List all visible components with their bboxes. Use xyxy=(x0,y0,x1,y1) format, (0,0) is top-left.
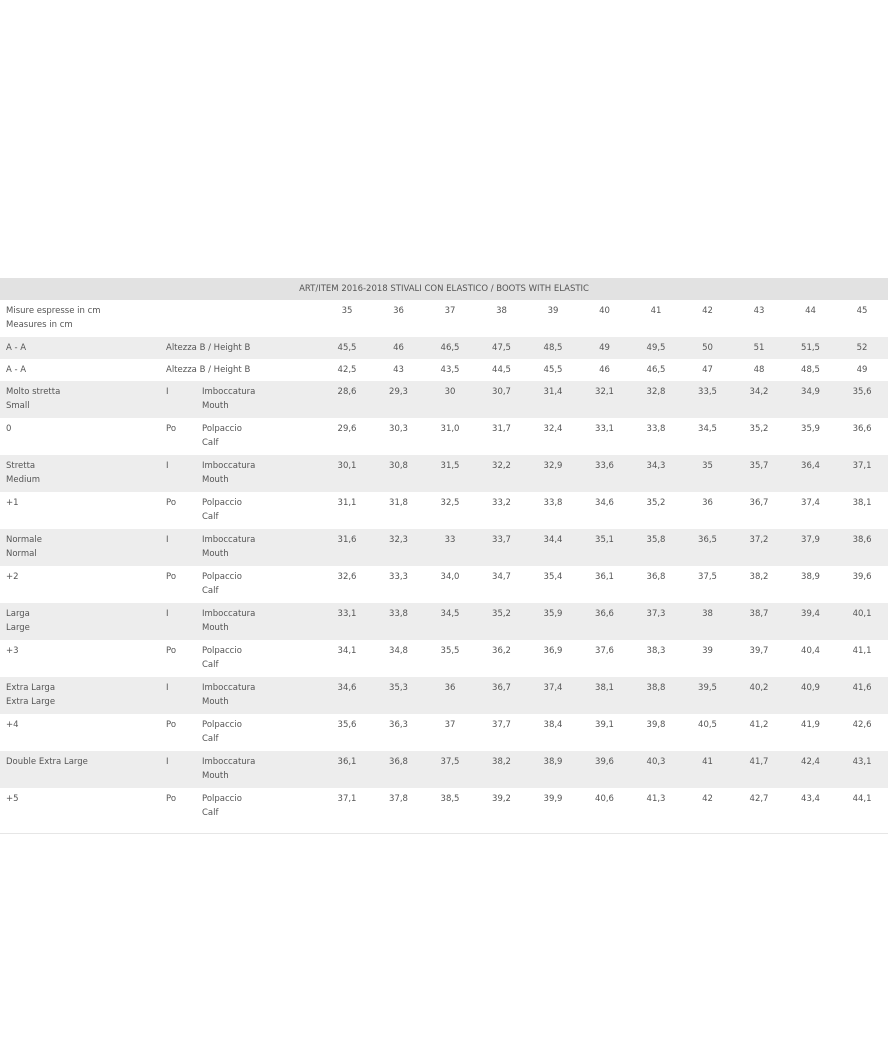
size-value: 33,8 xyxy=(527,492,579,529)
row-code: Po xyxy=(160,640,202,677)
size-value: 35,1 xyxy=(579,529,630,566)
table-bottom-border xyxy=(0,833,888,834)
size-value: 51 xyxy=(733,337,785,359)
row-measure xyxy=(202,714,321,751)
row-label xyxy=(0,359,160,381)
row-measure-it: Polpaccio xyxy=(202,794,242,804)
measures-label-en: Measures in cm xyxy=(6,320,73,330)
row-label xyxy=(0,455,160,492)
row-measure-it: Polpaccio xyxy=(202,572,242,582)
size-value: 39,4 xyxy=(785,603,836,640)
size-value: 35 xyxy=(682,455,733,492)
size-value: 41,7 xyxy=(733,751,785,788)
size-value: 33,1 xyxy=(321,603,373,640)
size-value: 42 xyxy=(682,788,733,825)
size-value: 36,6 xyxy=(836,418,888,455)
row-label xyxy=(0,751,160,788)
row-code: I xyxy=(160,381,202,418)
size-header: 38 xyxy=(476,300,527,337)
size-value: 52 xyxy=(836,337,888,359)
size-value: 39,6 xyxy=(836,566,888,603)
size-value: 33,3 xyxy=(373,566,424,603)
size-value: 34,8 xyxy=(373,640,424,677)
table-row xyxy=(0,337,888,359)
size-value: 37,9 xyxy=(785,529,836,566)
size-value: 42,4 xyxy=(785,751,836,788)
size-value: 36,7 xyxy=(733,492,785,529)
row-label xyxy=(0,603,160,640)
row-measure-it: Polpaccio xyxy=(202,498,242,508)
size-value: 38,1 xyxy=(836,492,888,529)
size-value: 35,9 xyxy=(785,418,836,455)
header-blank xyxy=(160,300,202,337)
table-header-row xyxy=(0,300,888,337)
row-measure xyxy=(202,751,321,788)
size-value: 41 xyxy=(682,751,733,788)
size-table xyxy=(0,278,888,825)
size-value: 36,6 xyxy=(579,603,630,640)
size-value: 34,5 xyxy=(424,603,476,640)
size-value: 40,1 xyxy=(836,603,888,640)
row-measure-en: Calf xyxy=(202,734,219,744)
table-row xyxy=(0,418,888,455)
row-code: I xyxy=(160,677,202,714)
size-value: 31,1 xyxy=(321,492,373,529)
row-label-it: +4 xyxy=(6,720,19,730)
row-code: Altezza B / Height B xyxy=(160,359,321,381)
row-label-it: 0 xyxy=(6,424,12,434)
row-label-it: Extra Larga xyxy=(6,683,56,693)
row-label xyxy=(0,337,160,359)
row-code: I xyxy=(160,603,202,640)
size-header: 36 xyxy=(373,300,424,337)
size-value: 36,9 xyxy=(527,640,579,677)
size-value: 37,5 xyxy=(682,566,733,603)
row-measure-it: Polpaccio xyxy=(202,720,242,730)
size-value: 33,8 xyxy=(373,603,424,640)
table-row xyxy=(0,492,888,529)
row-measure-en: Calf xyxy=(202,438,219,448)
size-value: 31,8 xyxy=(373,492,424,529)
row-label xyxy=(0,529,160,566)
size-value: 42,5 xyxy=(321,359,373,381)
size-value: 38,2 xyxy=(476,751,527,788)
row-label-it: Molto stretta xyxy=(6,387,61,397)
size-value: 36,5 xyxy=(682,529,733,566)
row-code: Po xyxy=(160,492,202,529)
row-label-it: +5 xyxy=(6,794,19,804)
size-value: 30,7 xyxy=(476,381,527,418)
row-label xyxy=(0,714,160,751)
size-value: 33,6 xyxy=(579,455,630,492)
size-value: 39,1 xyxy=(579,714,630,751)
row-label-en: Large xyxy=(6,623,30,633)
row-measure-en: Calf xyxy=(202,808,219,818)
size-value: 45,5 xyxy=(527,359,579,381)
table-row xyxy=(0,359,888,381)
size-value: 30,8 xyxy=(373,455,424,492)
size-value: 38,3 xyxy=(630,640,682,677)
measures-label-it: Misure espresse in cm xyxy=(6,306,101,316)
size-value: 46 xyxy=(579,359,630,381)
size-value: 40,9 xyxy=(785,677,836,714)
size-value: 34,9 xyxy=(785,381,836,418)
size-value: 36,8 xyxy=(630,566,682,603)
size-value: 41,3 xyxy=(630,788,682,825)
size-value: 38,2 xyxy=(733,566,785,603)
size-value: 51,5 xyxy=(785,337,836,359)
size-value: 42,7 xyxy=(733,788,785,825)
size-value: 35,2 xyxy=(733,418,785,455)
size-value: 31,5 xyxy=(424,455,476,492)
size-value: 41,9 xyxy=(785,714,836,751)
size-value: 43 xyxy=(373,359,424,381)
size-value: 32,6 xyxy=(321,566,373,603)
row-measure xyxy=(202,640,321,677)
size-value: 32,3 xyxy=(373,529,424,566)
size-value: 28,6 xyxy=(321,381,373,418)
size-value: 33 xyxy=(424,529,476,566)
size-value: 39,6 xyxy=(579,751,630,788)
row-measure xyxy=(202,603,321,640)
row-measure xyxy=(202,788,321,825)
row-label xyxy=(0,492,160,529)
measures-label xyxy=(0,300,160,337)
row-code: Po xyxy=(160,418,202,455)
row-label-it: Stretta xyxy=(6,461,36,471)
size-value: 37,1 xyxy=(321,788,373,825)
size-value: 38,1 xyxy=(579,677,630,714)
row-measure-en: Calf xyxy=(202,586,219,596)
size-value: 34,3 xyxy=(630,455,682,492)
size-value: 46,5 xyxy=(630,359,682,381)
size-value: 36 xyxy=(682,492,733,529)
size-value: 38,9 xyxy=(785,566,836,603)
size-value: 50 xyxy=(682,337,733,359)
size-header: 45 xyxy=(836,300,888,337)
size-header: 44 xyxy=(785,300,836,337)
row-measure-en: Mouth xyxy=(202,549,229,559)
size-value: 35,6 xyxy=(836,381,888,418)
size-value: 43,5 xyxy=(424,359,476,381)
row-code: Po xyxy=(160,714,202,751)
row-measure-en: Mouth xyxy=(202,623,229,633)
size-value: 41,2 xyxy=(733,714,785,751)
size-value: 37 xyxy=(424,714,476,751)
row-code: I xyxy=(160,455,202,492)
size-value: 43,4 xyxy=(785,788,836,825)
row-measure xyxy=(202,566,321,603)
size-value: 31,6 xyxy=(321,529,373,566)
size-value: 32,8 xyxy=(630,381,682,418)
size-value: 37,8 xyxy=(373,788,424,825)
size-value: 39,8 xyxy=(630,714,682,751)
row-measure-it: Polpaccio xyxy=(202,424,242,434)
row-label xyxy=(0,677,160,714)
size-value: 47,5 xyxy=(476,337,527,359)
size-value: 44,5 xyxy=(476,359,527,381)
header-blank xyxy=(202,300,321,337)
size-value: 49,5 xyxy=(630,337,682,359)
size-value: 36,3 xyxy=(373,714,424,751)
row-measure-en: Mouth xyxy=(202,697,229,707)
size-value: 37,4 xyxy=(527,677,579,714)
size-value: 39 xyxy=(682,640,733,677)
size-value: 40,3 xyxy=(630,751,682,788)
size-value: 34,7 xyxy=(476,566,527,603)
size-value: 35,3 xyxy=(373,677,424,714)
size-value: 36,4 xyxy=(785,455,836,492)
row-measure xyxy=(202,492,321,529)
row-measure xyxy=(202,381,321,418)
size-value: 34,2 xyxy=(733,381,785,418)
size-value: 37,1 xyxy=(836,455,888,492)
row-measure-it: Polpaccio xyxy=(202,646,242,656)
size-value: 35,5 xyxy=(424,640,476,677)
size-value: 42,6 xyxy=(836,714,888,751)
size-value: 33,5 xyxy=(682,381,733,418)
row-label-it: +2 xyxy=(6,572,19,582)
row-measure-it: Imboccatura xyxy=(202,683,256,693)
size-value: 48,5 xyxy=(785,359,836,381)
size-value: 31,4 xyxy=(527,381,579,418)
size-header: 40 xyxy=(579,300,630,337)
size-value: 35,4 xyxy=(527,566,579,603)
row-measure xyxy=(202,677,321,714)
table-title-row xyxy=(0,278,888,300)
row-label-en: Normal xyxy=(6,549,37,559)
row-code: Altezza B / Height B xyxy=(160,337,321,359)
row-measure xyxy=(202,529,321,566)
size-value: 36,2 xyxy=(476,640,527,677)
size-value: 40,4 xyxy=(785,640,836,677)
size-value: 40,2 xyxy=(733,677,785,714)
size-value: 47 xyxy=(682,359,733,381)
row-measure xyxy=(202,455,321,492)
table-row xyxy=(0,788,888,825)
row-measure-en: Calf xyxy=(202,512,219,522)
size-header: 41 xyxy=(630,300,682,337)
size-value: 39,5 xyxy=(682,677,733,714)
size-value: 32,4 xyxy=(527,418,579,455)
size-value: 33,8 xyxy=(630,418,682,455)
size-value: 43,1 xyxy=(836,751,888,788)
table-row xyxy=(0,603,888,640)
row-measure-it: Imboccatura xyxy=(202,757,256,767)
table-title: ART/ITEM 2016-2018 STIVALI CON ELASTICO / BOOTS WITH ELASTIC xyxy=(0,278,888,300)
row-code: Po xyxy=(160,566,202,603)
size-value: 41,1 xyxy=(836,640,888,677)
size-header: 43 xyxy=(733,300,785,337)
row-label-it: Double Extra Large xyxy=(6,757,88,767)
row-label xyxy=(0,566,160,603)
size-value: 49 xyxy=(836,359,888,381)
table-row xyxy=(0,751,888,788)
size-value: 37,6 xyxy=(579,640,630,677)
size-value: 35,9 xyxy=(527,603,579,640)
size-value: 38,4 xyxy=(527,714,579,751)
row-label-it: A - A xyxy=(6,365,27,375)
row-measure-it: Imboccatura xyxy=(202,609,256,619)
row-code: I xyxy=(160,529,202,566)
row-label xyxy=(0,381,160,418)
row-measure-en: Mouth xyxy=(202,771,229,781)
row-measure-en: Calf xyxy=(202,660,219,670)
size-value: 34,6 xyxy=(579,492,630,529)
size-value: 37,5 xyxy=(424,751,476,788)
size-value: 29,3 xyxy=(373,381,424,418)
size-value: 46,5 xyxy=(424,337,476,359)
row-label-it: Normale xyxy=(6,535,42,545)
row-measure-it: Imboccatura xyxy=(202,535,256,545)
size-value: 29,6 xyxy=(321,418,373,455)
size-value: 46 xyxy=(373,337,424,359)
size-value: 32,9 xyxy=(527,455,579,492)
size-value: 32,1 xyxy=(579,381,630,418)
size-value: 35,8 xyxy=(630,529,682,566)
row-label-it: +3 xyxy=(6,646,19,656)
size-value: 36,7 xyxy=(476,677,527,714)
size-value: 34,0 xyxy=(424,566,476,603)
size-value: 38,8 xyxy=(630,677,682,714)
table-row xyxy=(0,714,888,751)
table-row xyxy=(0,381,888,418)
size-value: 38 xyxy=(682,603,733,640)
row-label xyxy=(0,418,160,455)
row-label xyxy=(0,640,160,677)
row-label-en: Extra Large xyxy=(6,697,56,707)
row-label-en: Medium xyxy=(6,475,40,485)
row-label-it: A - A xyxy=(6,343,27,353)
size-value: 35,2 xyxy=(476,603,527,640)
size-value: 44,1 xyxy=(836,788,888,825)
table-row xyxy=(0,677,888,714)
size-value: 30,1 xyxy=(321,455,373,492)
table-row xyxy=(0,566,888,603)
size-value: 34,5 xyxy=(682,418,733,455)
size-value: 32,5 xyxy=(424,492,476,529)
row-measure-en: Mouth xyxy=(202,401,229,411)
size-value: 34,6 xyxy=(321,677,373,714)
size-value: 35,7 xyxy=(733,455,785,492)
row-label xyxy=(0,788,160,825)
size-header: 42 xyxy=(682,300,733,337)
size-value: 38,6 xyxy=(836,529,888,566)
size-value: 36,1 xyxy=(579,566,630,603)
size-value: 37,4 xyxy=(785,492,836,529)
size-value: 39,7 xyxy=(733,640,785,677)
row-label-it: Larga xyxy=(6,609,30,619)
row-measure-en: Mouth xyxy=(202,475,229,485)
size-header: 35 xyxy=(321,300,373,337)
row-label-it: +1 xyxy=(6,498,19,508)
table-row xyxy=(0,640,888,677)
size-value: 38,5 xyxy=(424,788,476,825)
size-value: 36,8 xyxy=(373,751,424,788)
size-value: 48 xyxy=(733,359,785,381)
size-value: 40,5 xyxy=(682,714,733,751)
row-measure-it: Imboccatura xyxy=(202,461,256,471)
size-value: 34,4 xyxy=(527,529,579,566)
size-value: 33,1 xyxy=(579,418,630,455)
size-value: 41,6 xyxy=(836,677,888,714)
row-code: Po xyxy=(160,788,202,825)
size-value: 48,5 xyxy=(527,337,579,359)
row-label-en: Small xyxy=(6,401,30,411)
size-value: 36 xyxy=(424,677,476,714)
size-value: 35,6 xyxy=(321,714,373,751)
table-row xyxy=(0,529,888,566)
size-header: 37 xyxy=(424,300,476,337)
row-code: I xyxy=(160,751,202,788)
size-value: 45,5 xyxy=(321,337,373,359)
size-value: 38,9 xyxy=(527,751,579,788)
size-value: 36,1 xyxy=(321,751,373,788)
row-measure xyxy=(202,418,321,455)
size-value: 39,9 xyxy=(527,788,579,825)
size-value: 39,2 xyxy=(476,788,527,825)
size-value: 31,7 xyxy=(476,418,527,455)
row-measure-it: Imboccatura xyxy=(202,387,256,397)
size-value: 33,7 xyxy=(476,529,527,566)
size-value: 37,7 xyxy=(476,714,527,751)
size-value: 40,6 xyxy=(579,788,630,825)
size-value: 37,3 xyxy=(630,603,682,640)
size-header: 39 xyxy=(527,300,579,337)
size-value: 34,1 xyxy=(321,640,373,677)
size-value: 30 xyxy=(424,381,476,418)
size-value: 30,3 xyxy=(373,418,424,455)
size-value: 35,2 xyxy=(630,492,682,529)
size-value: 32,2 xyxy=(476,455,527,492)
size-value: 38,7 xyxy=(733,603,785,640)
table-row xyxy=(0,455,888,492)
size-value: 33,2 xyxy=(476,492,527,529)
size-value: 31,0 xyxy=(424,418,476,455)
size-value: 49 xyxy=(579,337,630,359)
size-value: 37,2 xyxy=(733,529,785,566)
